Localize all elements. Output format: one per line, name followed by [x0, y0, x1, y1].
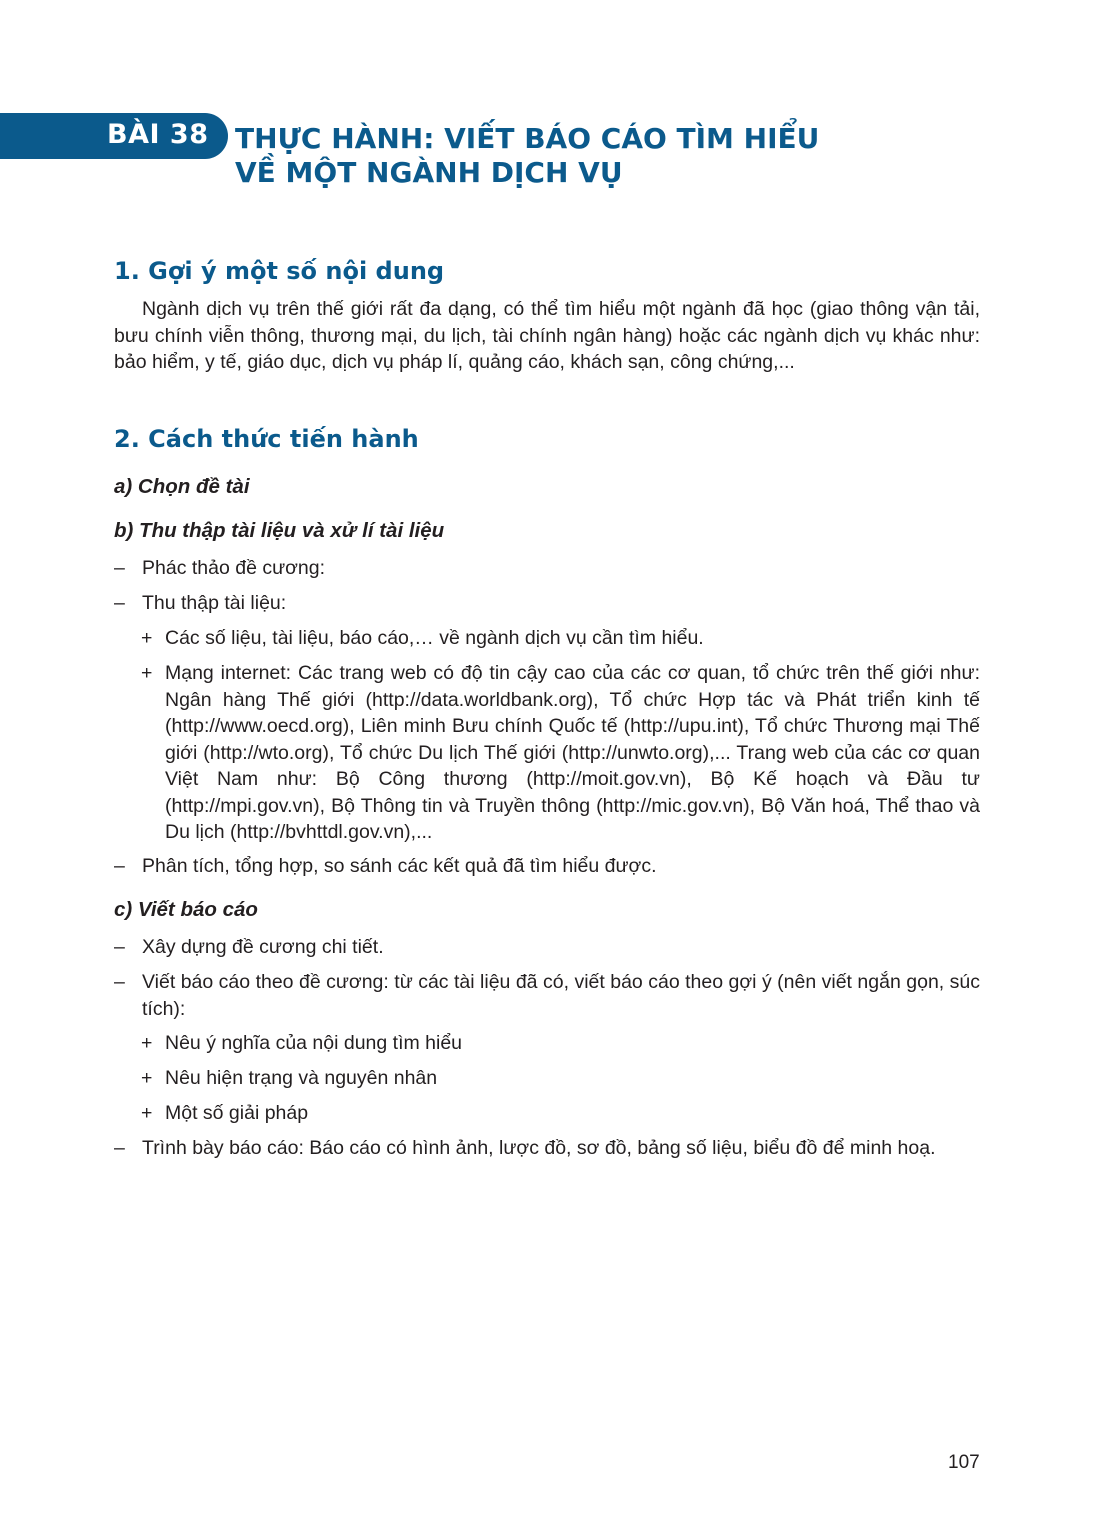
list-item — [141, 660, 980, 846]
list-item-text: Viết báo cáo theo đề cương: từ các tài liệu đã có, viết báo cáo theo gợi ý (nên viết ngắn gọn, súc tích): — [142, 971, 980, 1020]
list-item-text: Phác thảo đề cương: — [142, 557, 326, 579]
lesson-title-line-2: VỀ MỘT NGÀNH DỊCH VỤ — [235, 156, 623, 189]
list-item-text: Phân tích, tổng hợp, so sánh các kết quả đã tìm hiểu được. — [142, 855, 657, 877]
list-item — [114, 555, 980, 582]
list-item-text: Trình bày báo cáo: Báo cáo có hình ảnh, lược đồ, sơ đồ, bảng số liệu, biểu đồ để minh hoạ. — [142, 1137, 936, 1159]
page-number: 107 — [948, 1452, 980, 1473]
list-item — [114, 934, 980, 961]
subsection-a-heading: a) Chọn đề tài — [114, 475, 250, 498]
list-item-text: Thu thập tài liệu: — [142, 592, 287, 614]
subsection-c-heading: c) Viết báo cáo — [114, 898, 258, 921]
lesson-title-line-1: THỰC HÀNH: VIẾT BÁO CÁO TÌM HIỂU — [235, 122, 820, 155]
dash-marker: – — [114, 936, 125, 958]
subsection-b-heading: b) Thu thập tài liệu và xử lí tài liệu — [114, 519, 445, 542]
list-item-text: Nêu ý nghĩa của nội dung tìm hiểu — [165, 1032, 463, 1054]
list-item — [114, 853, 980, 880]
list-item-text: Các số liệu, tài liệu, báo cáo,… về ngành dịch vụ cần tìm hiểu. — [165, 627, 704, 649]
plus-marker: + — [141, 1067, 153, 1089]
dash-marker: – — [114, 971, 125, 993]
dash-marker: – — [114, 592, 125, 614]
list-item — [141, 1065, 980, 1092]
list-item — [141, 1030, 980, 1057]
dash-marker: – — [114, 855, 125, 877]
list-item — [141, 1100, 980, 1127]
lesson-title — [235, 122, 1035, 190]
list-item-text: Mạng internet: Các trang web có độ tin cậy cao của các cơ quan, tổ chức trên thế giới như: Ngân hàng Thế giới (http://data.worldbank.org), Tổ chức Hợp tác và Phát triển kinh tế (http://www.oecd.org), Liên minh Bưu chính Quốc tế (http://upu.int), Tổ chức Thương mại Thế giới (http://wto.org), Tổ chức Du lịch Thế giới (http://unwto.org),... Trang web của các cơ quan Việt Nam như: Bộ Công thương (http://moit.gov.vn), Bộ Kế hoạch và Đầu tư (http://mpi.gov.vn), Bộ Thông tin và Truyền thông (http://mic.gov.vn), Bộ Văn hoá, Thể thao và Du lịch (http://bvhttdl.gov.vn),... — [165, 662, 980, 843]
list-item — [141, 625, 980, 652]
plus-marker: + — [141, 627, 153, 649]
section-1-paragraph: Ngành dịch vụ trên thế giới rất đa dạng, có thể tìm hiểu một ngành đã học (giao thông vận tải, bưu chính viễn thông, thương mại, du lịch, tài chính ngân hàng) hoặc các ngành dịch vụ khác như: bảo hiểm, y tế, giáo dục, dịch vụ pháp lí, quảng cáo, khách sạn, công chứng,... — [114, 298, 980, 373]
list-item-text: Một số giải pháp — [165, 1102, 309, 1124]
plus-marker: + — [141, 1032, 153, 1054]
section-2-heading: 2. Cách thức tiến hành — [114, 425, 419, 453]
plus-marker: + — [141, 1102, 153, 1124]
section-1-heading: 1. Gợi ý một số nội dung — [114, 257, 445, 285]
list-item — [114, 590, 980, 617]
plus-marker: + — [141, 662, 153, 684]
lesson-badge — [0, 113, 228, 159]
dash-marker: – — [114, 1137, 125, 1159]
list-item-text: Xây dựng đề cương chi tiết. — [142, 936, 384, 958]
list-item-text: Nêu hiện trạng và nguyên nhân — [165, 1067, 438, 1089]
dash-marker: – — [114, 557, 125, 579]
lesson-number: BÀI 38 — [107, 119, 209, 150]
list-item — [114, 1135, 980, 1162]
list-item — [114, 969, 980, 1022]
